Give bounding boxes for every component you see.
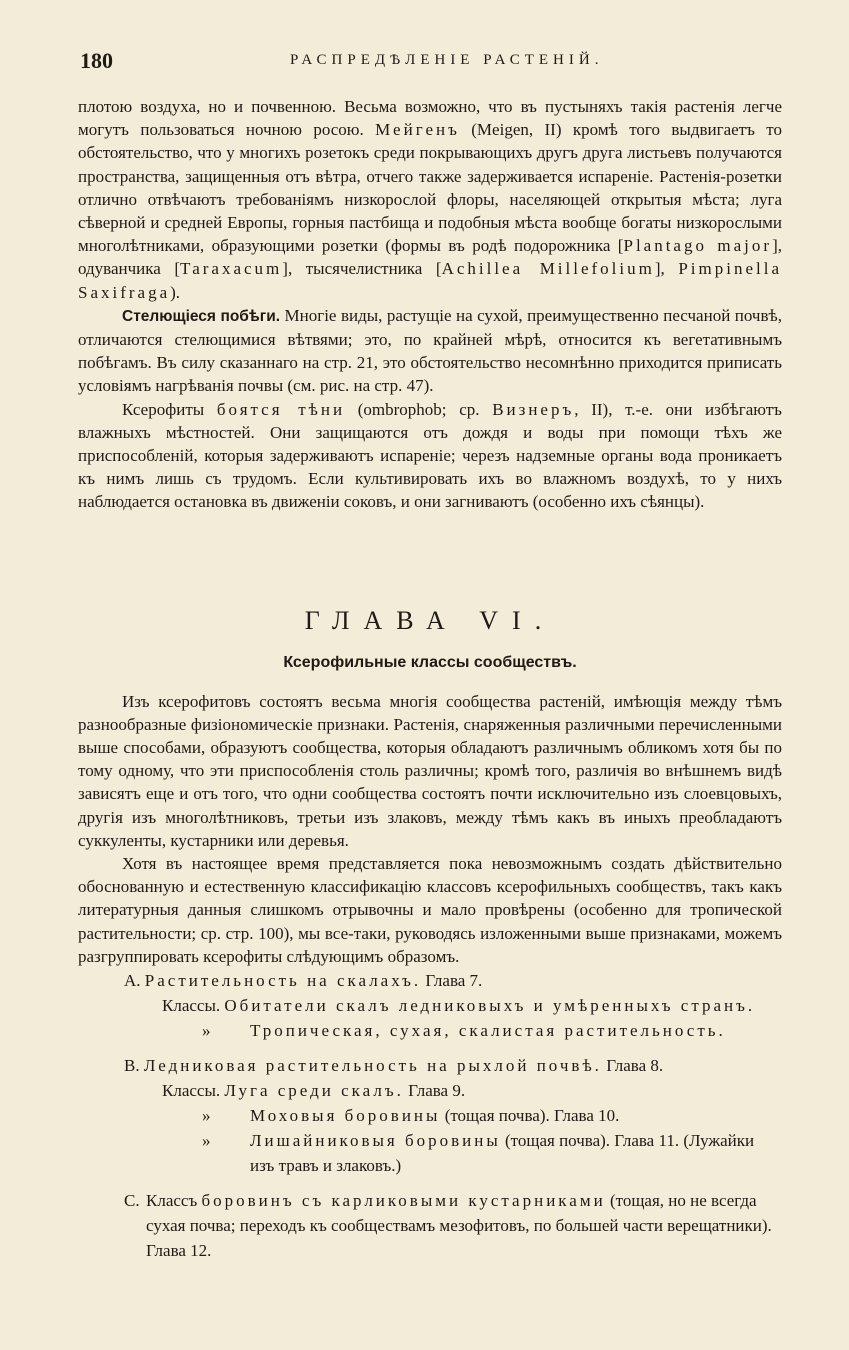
- chapter-subtitle: Ксерофильные классы сообществъ.: [283, 653, 577, 671]
- latin-plantago: Plantago major: [623, 236, 773, 256]
- ditto-mark: »: [202, 1021, 211, 1041]
- chapter-title: ГЛАВА VI.: [304, 605, 556, 635]
- class-a-item-1: Классы. Обитатели скалъ ледниковыхъ и умѣренныхъ странъ.: [162, 996, 756, 1016]
- class-b-item-2: » Моховыя боровины (тощая почва). Глава 10.: [78, 1103, 782, 1128]
- ditto-mark: »: [202, 1131, 211, 1151]
- author-meigen: Мейгенъ: [375, 120, 460, 140]
- class-b-item-3: » Лишайниковыя боровины (тощая почва). Глава 11. (Лужайки изъ травъ и злаковъ.): [78, 1128, 782, 1178]
- spaced-phrase: боятся тѣни: [216, 399, 346, 419]
- chapter-body: [78, 690, 782, 1263]
- class-a-heading: А. Растительность на скалахъ. Глава 7.: [124, 971, 483, 991]
- paragraph-xerophytes-shade: Ксерофиты боятся тѣни (ombrophob; ср. Визнеръ, II), т.-е. они избѣгаютъ влажныхъ мѣстностей. Они защищаются отъ дождя и воды при помощи тѣхъ же приспособленій, которыя задерживаютъ испареніе; черезъ надземные органы вода проникаетъ къ нимъ лишь съ трудомъ. Если культивировать ихъ во влажномъ воздухѣ, то у нихъ наблюдается остановка въ движеніи соковъ, и они загниваютъ (особенно ихъ сѣянцы).: [78, 399, 782, 512]
- page-header: [0, 48, 849, 78]
- class-c-item: С. Классъ боровинъ съ карликовыми кустарниками (тощая, но не всегда сухая почва; переходъ къ сообществамъ мезофитовъ, по большей части верещатники). Глава 12.: [124, 1191, 772, 1261]
- latin-achillea: Achillea Millefolium: [441, 259, 655, 279]
- body-text: [78, 95, 782, 1263]
- latin-taraxacum: Taraxacum: [180, 259, 283, 279]
- paragraph-creeping-shoots: Стелющіеся побѣги. Многіе виды, растущіе на сухой, преимущественно песчаной почвѣ, отличаются стелющимися вѣтвями; это, по крайней мѣрѣ, относится къ вегетативнымъ побѣгамъ. Въ силу сказаннаго на стр. 21, это обстоятельство несомнѣнно приходится приписать условіямъ нагрѣванія почвы (см. рис. на стр. 47).: [78, 305, 782, 396]
- paragraph-rosettes: плотою воздуха, но и почвенною. Весьма возможно, что въ пустыняхъ такія растенія легче могутъ пользоваться ночною росою. Мейгенъ (Meigen, II) кромѣ того выдвигаетъ то обстоятельство, что у многихъ розетокъ среди покрывающихъ другъ друга листьевъ получаются пространства, защищенныя отъ вѣтра, отчего также задерживается испареніе. Растенія-розетки отлично отвѣчаютъ требованіямъ низкорослой флоры, населяющей открытыя мѣста; луга сѣверной и средней Европы, горныя пастбища и подобныя мѣста вообще богаты низкорослыми многолѣтниками, образующими розетки (формы въ родѣ подорожника [Plantago major], одуванчика [Taraxacum], тысячелистника [Achillea Millefolium], Pimpinella Saxifraga).: [78, 97, 782, 302]
- author-wiesner: Визнеръ: [492, 399, 575, 419]
- paragraph-xerophyte-communities: Изъ ксерофитовъ состоятъ весьма многія сообщества растеній, имѣющія между тѣмъ разнообразные физіономическіе признаки. Растенія, снаряженныя различными перечисленными выше способами, образуютъ сообщества, которыя обладаютъ различнымъ обликомъ хотя бы по тому одному, что эти приспособленія столь различны; кромѣ того, различія во внѣшнемъ видѣ зависятъ еще и отъ того, что одни сообщества состоятъ почти исключительно изъ слоевцовыхъ, другія изъ многолѣтниковъ, третьи изъ злаковъ, между тѣмъ какъ въ иныхъ преобладаютъ суккуленты, кустарники или деревья.: [78, 691, 782, 850]
- class-b-item-1: Классы. Луга среди скалъ. Глава 9.: [162, 1081, 466, 1101]
- paragraph-heading: Стелющіеся побѣги.: [122, 307, 281, 325]
- class-b-heading: В. Ледниковая растительность на рыхлой почвѣ. Глава 8.: [124, 1056, 664, 1076]
- ditto-mark: »: [202, 1106, 211, 1126]
- classification-list: [78, 968, 782, 1263]
- latin-pimpinella: Pimpinella Saxifraga: [78, 259, 782, 302]
- running-head: РАСПРЕДѢЛЕНІЕ РАСТЕНІЙ.: [290, 52, 604, 68]
- class-a-item-2: » Тропическая, сухая, скалистая растительность.: [78, 1018, 782, 1043]
- page-number: 180: [80, 48, 113, 73]
- paragraph-classification-intro: Хотя въ настоящее время представляется пока невозможнымъ создать дѣйствительно обоснованную и естественную классификацію классовъ ксерофильныхъ сообществъ, такъ какъ литературныя данныя слишкомъ отрывочны и мало провѣрены (особенно для тропической растительности; ср. стр. 100), мы все-таки, руководясь изложенными выше признаками, можемъ разгруппировать ксерофиты слѣдующимъ образомъ.: [78, 854, 782, 966]
